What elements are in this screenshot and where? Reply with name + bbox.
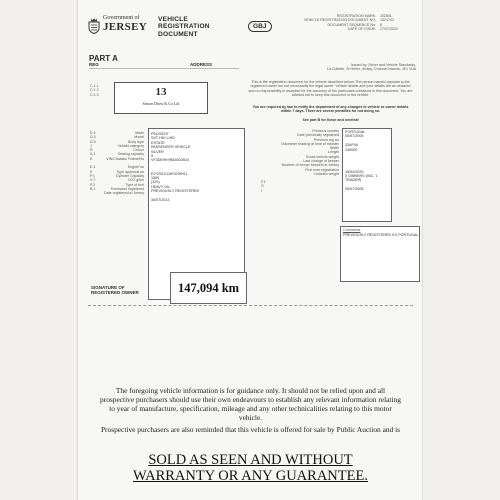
address-label: ADDRESS bbox=[190, 62, 213, 67]
mileage-reading: 147,094 km bbox=[177, 281, 240, 295]
comments-title: Comments bbox=[343, 228, 361, 232]
vehicle-field-values: PEUGEOT SXT HDI L/HD ESTATE PASSENGER VEHICLE SILVER 5 VF3DE9HYB84003924 E2*2001/116*0296*01 1560 (120) HEAVY OIL PREVIOUSLY REGISTERED 30/07/2013 bbox=[151, 132, 200, 203]
disclaimer-paragraph: The foregoing vehicle information is for guidance only. It should not be relied upon and all prospective purchasers should use their own endeavours to establish any relevant information relating to year of manufacture, specification, mileage and any other technicalities relating to this motor vehicle. bbox=[100, 386, 401, 422]
legal-notice: You are required by law to notify the department of any changes to vehicle or owner details within 7 days. There are severe penalties for not doing so. bbox=[252, 105, 409, 114]
comments-text: PREVIOUSLY REGISTERED EX PORTUGAL bbox=[343, 233, 419, 237]
government-of-text: Government of bbox=[103, 15, 140, 21]
comments-box bbox=[340, 226, 420, 282]
keeper-codes: C.1.1 C.1.2 C.1.3 bbox=[90, 84, 99, 97]
registration-document bbox=[78, 0, 422, 500]
jersey-logo-text: JERSEY bbox=[103, 21, 147, 33]
keeper-box bbox=[114, 82, 208, 114]
history-box bbox=[342, 128, 392, 222]
perforation-line bbox=[88, 305, 413, 306]
signature-label: SIGNATURE OF REGISTERED OWNER bbox=[91, 285, 139, 296]
sold-as-seen-line: SOLD AS SEEN AND WITHOUT bbox=[148, 452, 353, 468]
country-code-badge: GBJ bbox=[248, 21, 272, 32]
see-part-b-note: See part B for these and overleaf bbox=[302, 118, 359, 122]
divider bbox=[89, 68, 239, 69]
part-a-title: PART A bbox=[89, 54, 118, 63]
jersey-crest-icon bbox=[88, 17, 100, 34]
issued-by: Issued by: Driver and Vehicle Standards, La Collette, St Helier, Jersey, Channel Islands, JE1 1UA bbox=[326, 63, 416, 72]
keeper-name: Simon Drieu & Co Ltd bbox=[142, 101, 180, 106]
auction-notice: Prospective purchasers are also reminded that this vehicle is offered for sale by Public Auction and is bbox=[100, 425, 401, 434]
mileage-box bbox=[170, 272, 247, 304]
warranty-line: WARRANTY OR ANY GUARANTEE. bbox=[133, 468, 368, 484]
keeper-number: 13 bbox=[155, 86, 167, 98]
document-title: VEHICLE REGISTRATION DOCUMENT bbox=[158, 16, 210, 38]
history-field-codes: F.1 G I bbox=[261, 180, 266, 193]
reg-label: REG bbox=[89, 62, 99, 67]
vehicle-field-codes: D.1 D.3 D.5 J R S.1 E E.1 K P.1 V.7 P.3 B.1 bbox=[90, 131, 96, 191]
info-paragraph: This is the registration document for the vehicle described below. The person named opposite is the registered owner but not necessarily the legal owner. Vehicle details and your details are as declared and no responsibility is accepted for the accuracy of the particulars contained in this document. You are advised not to keep this document in the vehicle. bbox=[248, 80, 413, 97]
vehicle-field-labels: Make Model Body type Vehicle category Colour Seating capacity VIN/Chassis/ Frame/No Engine no Type approval no Cylinder Capacity CO2 g/km Type of fuel Purchaser registered Date registered in Jersey bbox=[104, 131, 144, 196]
history-field-values: PORTUGAL 05/07/2005 33AF94 140000 16/04/2020 5 OWNERS (INC. 1 TRADER) 05/07/2005 bbox=[345, 130, 378, 192]
history-field-labels: Previous country Date previously registered Previous reg no Odometer reading at time of transfer Width Length Gross vehicle weight Last change of keeper Number of former keepers in Jersey First ever registration Unladen weight bbox=[281, 129, 339, 176]
header-field-labels: REGISTRATION MARK: VEHICLE REGISTRATION DOCUMENT NO: DOCUMENT SEQUENCE No: DATE OF ISSUE: bbox=[303, 14, 376, 31]
header-field-values: J32501 1521742 6 27/07/2020 bbox=[380, 14, 398, 31]
